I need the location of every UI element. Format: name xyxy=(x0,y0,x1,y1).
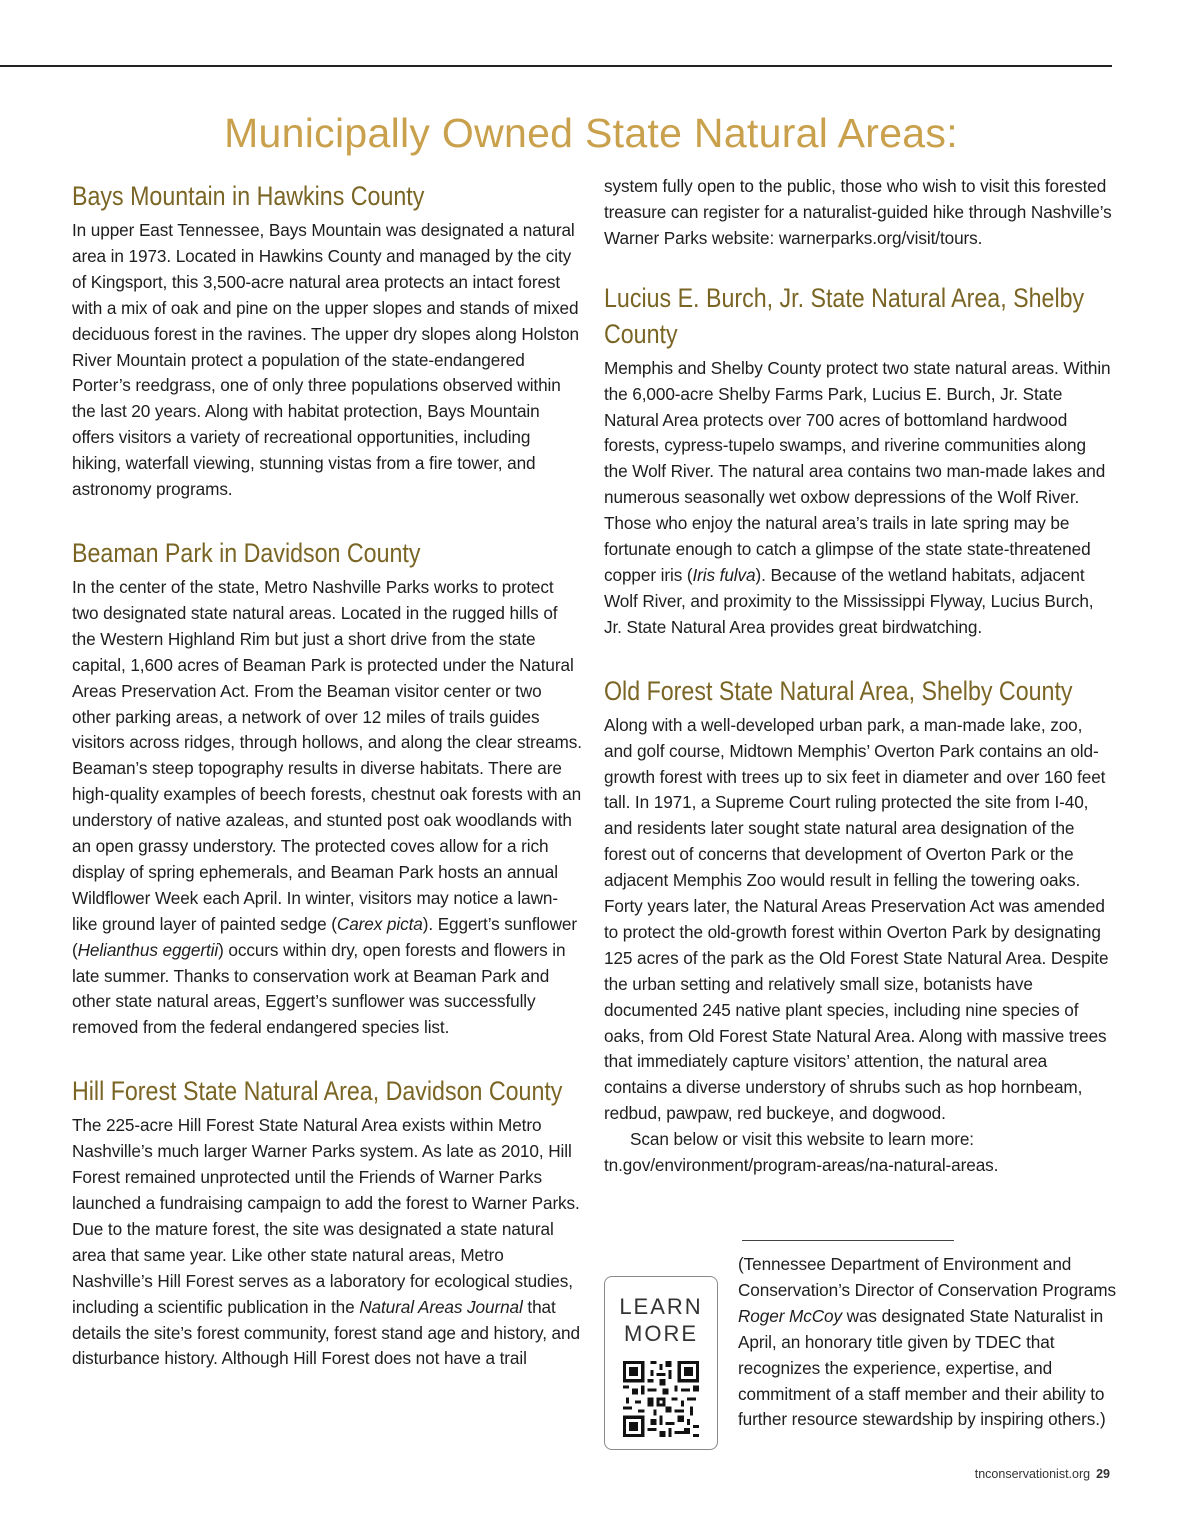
burch-body: Memphis and Shelby County protect two state natural areas. Within the 6,000-acre Shelby Farms Park, Lucius E. Burch, Jr. State Natural Area protects over 700 acres of bottomland hardwood forests, cypress-tupelo swamps, and riverine communities along the Wolf River. The natural area contains two man-made lakes and numerous seasonally wet oxbow depressions of the Wolf River. Those who enjoy the natural area’s trails in late spring may be fortunate enough to catch a glimpse of the state state-threatened copper iris (Iris fulva). Because of the wetland habitats, adjacent Wolf River, and proximity to the Mississippi Flyway, Lucius Burch, Jr. State Natural Area provides great birdwatching. xyxy=(604,357,1111,637)
bays-body: In upper East Tennessee, Bays Mountain was designated a natural area in 1973. Located in Hawkins County and managed by the city of Kingsport, this 3,500-acre natural area protects an intact forest with a mix of oak and pine on the upper slopes and stands of mixed deciduous forest in the ravines. The upper dry slopes along Holston River Mountain protect a population of the state-endangered Porter’s reedgrass, one of only three populations observed within the last 20 years. Along with habitat protection, Bays Mountain offers visitors a variety of recreational opportunities, including hiking, waterfall viewing, stunning vistas from a fire tower, and astronomy programs. xyxy=(72,220,580,500)
learn-more-label: LEARN MORE xyxy=(619,1294,703,1346)
species-carex: Carex picta xyxy=(336,913,423,934)
note-body: (Tennessee Department of Environment and Conservation’s Director of Conservation Programs Roger McCoy was designated State Naturalist in April, an honorary title given by TDEC that recognizes the experience, expertise, and commitment of a staff member and their ability to further resource stewardship by inspiring others.) xyxy=(738,1254,1116,1430)
beaman-heading: Beaman Park in Davidson County xyxy=(72,537,421,568)
left-column xyxy=(72,178,582,1372)
hill-body: The 225-acre Hill Forest State Natural Area exists within Metro Nashville’s much larger Warner Parks system. As late as 2010, Hill Forest remained unprotected until the Friends of Warner Parks launched a fundraising campaign to add the forest to Warner Parks. Due to the mature forest, the site was designated a state natural area that same year. Like other state natural areas, Metro Nashville’s Hill Forest serves as a laboratory for ecological studies, including a scientific publication in the Natural Areas Journal that details the site’s forest community, forest stand age and history, and disturbance history. Although Hill Forest does not have a trail xyxy=(72,1115,580,1369)
top-rule xyxy=(0,65,1112,67)
burch-heading: Lucius E. Burch, Jr. State Natural Area, Shelby County xyxy=(604,282,1085,349)
hill-body-continued: system fully open to the public, those who wish to visit this forested treasure can register for a naturalist-guided hike through Nashville’s Warner Parks website: warnerparks.org/visit/tours. xyxy=(604,176,1112,248)
bays-heading: Bays Mountain in Hawkins County xyxy=(72,181,425,211)
page-footer xyxy=(975,1467,1110,1481)
oldforest-heading: Old Forest State Natural Area, Shelby County xyxy=(604,675,1073,706)
species-iris: Iris fulva xyxy=(692,564,756,585)
scan-text: Scan below or visit this website to learn more: tn.gov/environment/program-areas/na-natural-areas. xyxy=(604,1129,999,1176)
beaman-body: In the center of the state, Metro Nashville Parks works to protect two designated state natural areas. Located in the rugged hills of the Western Highland Rim but just a short drive from the state capital, 1,600 acres of Beaman Park is protected under the Natural Areas Preservation Act. From the Beaman visitor center or two other parking areas, a network of over 12 miles of trails guides visitors across ridges, through hollows, and along the clear streams. Beaman’s steep topography results in diverse habitats. There are high-quality examples of beech forests, chestnut oak forests with an understory of native azaleas, and stunted post oak woodlands with an open grassy understory. The protected coves allow for a rich display of spring ephemerals, and Beaman Park hosts an annual Wildflower Week each April. In winter, visitors may notice a lawn-like ground layer of painted sedge (Carex picta). Eggert’s sunflower (Helianthus eggertii) occurs within dry, open forests and flowers in late summer. Thanks to conservation work at Beaman Park and other state natural areas, Eggert’s sunflower was successfully removed from the federal endangered species list. xyxy=(72,576,582,1038)
journal-title: Natural Areas Journal xyxy=(359,1296,523,1317)
divider xyxy=(742,1240,954,1241)
page-title: Municipally Owned State Natural Areas: xyxy=(224,110,958,156)
qr-code-icon[interactable] xyxy=(623,1361,699,1437)
learn-more-box[interactable] xyxy=(604,1276,718,1450)
naturalist-name: Roger McCoy xyxy=(738,1305,842,1326)
hill-heading: Hill Forest State Natural Area, Davidson County xyxy=(72,1076,563,1107)
oldforest-body: Along with a well-developed urban park, a man-made lake, zoo, and golf course, Midtown Memphis’ Overton Park contains an old-growth forest with trees up to six feet in diameter and over 160 feet tall. In 1971, a Supreme Court ruling protected the site from I-40, and residents later sought state natural area designation of the forest out of concerns that development of Overton Park or the adjacent Memphis Zoo would result in felling the towering oaks. Forty years later, the Natural Areas Preservation Act was amended to protect the old-growth forest within Overton Park by designating 125 acres of the park as the Old Forest State Natural Area. Despite the urban setting and relatively small size, botanists have documented 245 native plant species, including nine species of oaks, from Old Forest State Natural Area. Along with massive trees that immediately capture visitors’ attention, the natural area contains a diverse understory of shrubs such as hop hornbeam, redbud, pawpaw, red buckeye, and dogwood. xyxy=(604,714,1109,1124)
page-number: 29 xyxy=(1096,1467,1110,1481)
species-helianthus: Helianthus eggertii xyxy=(77,939,219,960)
right-column xyxy=(604,174,1114,1179)
footer-site: tnconservationist.org xyxy=(974,1467,1091,1481)
naturalist-note xyxy=(738,1252,1118,1433)
